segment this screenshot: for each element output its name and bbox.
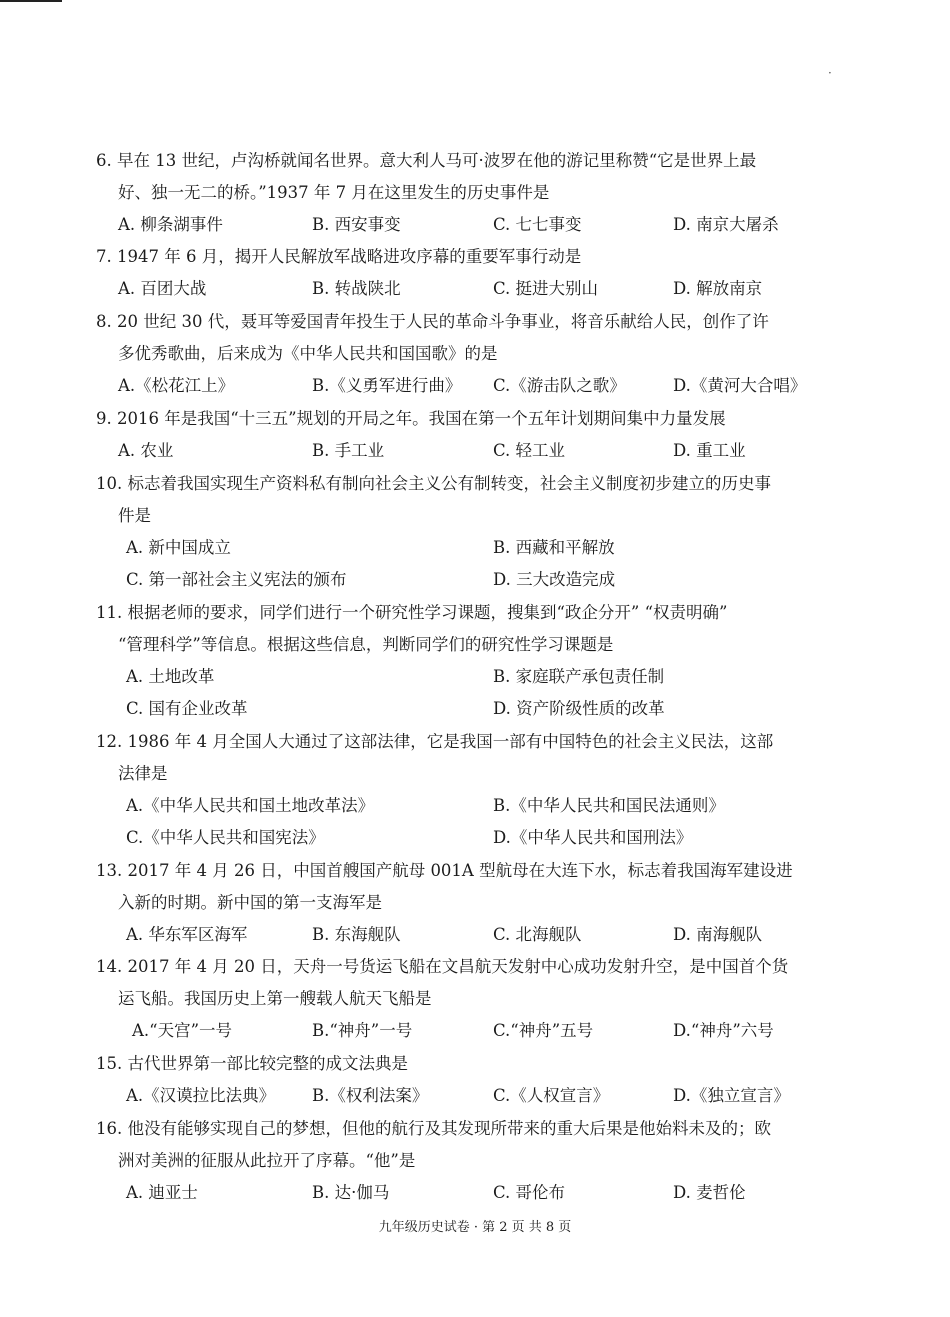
- option-b: B.“神舟”一号: [312, 1021, 413, 1040]
- option-d: D. 解放南京: [673, 279, 763, 298]
- question-stem-line: 好、独一无二的桥。”1937 年 7 月在这里发生的历史事件是: [118, 183, 550, 202]
- question-stem-line: 6. 早在 13 世纪，卢沟桥就闻名世界。意大利人马可·波罗在他的游记里称赞“它是世界上最: [96, 151, 757, 170]
- question-stem-line: 入新的时期。新中国的第一支海军是: [118, 893, 382, 912]
- question-stem-line: 运飞船。我国历史上第一艘载人航天飞船是: [118, 989, 432, 1008]
- question-stem-line: 13. 2017 年 4 月 26 日，中国首艘国产航母 001A 型航母在大连下水，标志着我国海军建设进: [96, 861, 793, 880]
- question-stem-line: 15. 古代世界第一部比较完整的成文法典是: [96, 1054, 408, 1073]
- option-b: B. 家庭联产承包责任制: [493, 667, 665, 686]
- question-stem-line: “管理科学”等信息。根据这些信息，判断同学们的研究性学习课题是: [118, 635, 614, 654]
- option-c: C. 哥伦布: [493, 1183, 566, 1202]
- question-stem-line: 10. 标志着我国实现生产资料私有制向社会主义公有制转变，社会主义制度初步建立的历史事: [96, 474, 771, 493]
- option-c: C. 第一部社会主义宪法的颁布: [126, 570, 347, 589]
- option-b: B. 东海舰队: [312, 925, 401, 944]
- option-c: C. 轻工业: [493, 441, 566, 460]
- option-d: D.《独立宣言》: [673, 1086, 790, 1105]
- top-rule: [0, 0, 62, 2]
- option-a: A. 农业: [118, 441, 174, 460]
- option-a: A. 迪亚士: [126, 1183, 198, 1202]
- option-d: D. 南海舰队: [673, 925, 763, 944]
- option-a: A.《中华人民共和国土地改革法》: [126, 796, 375, 815]
- option-d: D.“神舟”六号: [673, 1021, 774, 1040]
- option-c: C.“神舟”五号: [493, 1021, 594, 1040]
- question-stem-line: 7. 1947 年 6 月，揭开人民解放军战略进攻序幕的重要军事行动是: [96, 247, 582, 266]
- question-stem-line: 9. 2016 年是我国“十三五”规划的开局之年。我国在第一个五年计划期间集中力量发展: [96, 409, 726, 428]
- option-c: C. 国有企业改革: [126, 699, 248, 718]
- option-a: A. 土地改革: [126, 667, 215, 686]
- question-stem-line: 洲对美洲的征服从此拉开了序幕。“他”是: [118, 1151, 416, 1170]
- option-b: B.《权利法案》: [312, 1086, 429, 1105]
- option-d: D.《黄河大合唱》: [673, 376, 807, 395]
- question-stem-line: 16. 他没有能够实现自己的梦想，但他的航行及其发现所带来的重大后果是他始料未及的；欧: [96, 1119, 771, 1138]
- option-b: B. 手工业: [312, 441, 385, 460]
- question-stem-line: 11. 根据老师的要求，同学们进行一个研究性学习课题，搜集到“政企分开” “权责明确”: [96, 603, 728, 622]
- option-d: D.《中华人民共和国刑法》: [493, 828, 693, 847]
- option-d: D. 南京大屠杀: [673, 215, 779, 234]
- option-d: D. 资产阶级性质的改革: [493, 699, 665, 718]
- question-stem-line: 8. 20 世纪 30 代，聂耳等爱国青年投生于人民的革命斗争事业，将音乐献给人民，创作了许: [96, 312, 769, 331]
- option-d: D. 重工业: [673, 441, 746, 460]
- option-c: C. 北海舰队: [493, 925, 582, 944]
- question-stem-line: 12. 1986 年 4 月全国人大通过了这部法律，它是我国一部有中国特色的社会主义民法，这部: [96, 732, 774, 751]
- option-c: C. 挺进大别山: [493, 279, 599, 298]
- option-a: A. 新中国成立: [126, 538, 231, 557]
- option-c: C. 七七事变: [493, 215, 582, 234]
- option-d: D. 三大改造完成: [493, 570, 616, 589]
- option-a: A.“天宫”一号: [132, 1021, 233, 1040]
- option-c: C.《游击队之歌》: [493, 376, 626, 395]
- option-a: A. 百团大战: [118, 279, 207, 298]
- option-b: B. 转战陕北: [312, 279, 401, 298]
- option-b: B.《中华人民共和国民法通则》: [493, 796, 725, 815]
- option-a: A.《松花江上》: [118, 376, 235, 395]
- option-b: B. 西藏和平解放: [493, 538, 615, 557]
- option-c: C.《中华人民共和国宪法》: [126, 828, 325, 847]
- option-b: B. 达·伽马: [312, 1183, 390, 1202]
- option-c: C.《人权宣言》: [493, 1086, 610, 1105]
- page-footer: 九年级历史试卷 · 第 2 页 共 8 页: [378, 1220, 572, 1235]
- option-b: B. 西安事变: [312, 215, 401, 234]
- scan-artifact: ·: [828, 66, 832, 80]
- option-a: A. 柳条湖事件: [118, 215, 223, 234]
- option-a: A.《汉谟拉比法典》: [126, 1086, 276, 1105]
- option-b: B.《义勇军进行曲》: [312, 376, 462, 395]
- option-d: D. 麦哲伦: [673, 1183, 746, 1202]
- question-stem-line: 法律是: [118, 764, 168, 783]
- question-stem-line: 件是: [118, 506, 151, 525]
- option-a: A. 华东军区海军: [126, 925, 248, 944]
- question-stem-line: 14. 2017 年 4 月 20 日，天舟一号货运飞船在文昌航天发射中心成功发射升空，是中国首个货: [96, 957, 789, 976]
- question-stem-line: 多优秀歌曲，后来成为《中华人民共和国国歌》的是: [118, 344, 498, 363]
